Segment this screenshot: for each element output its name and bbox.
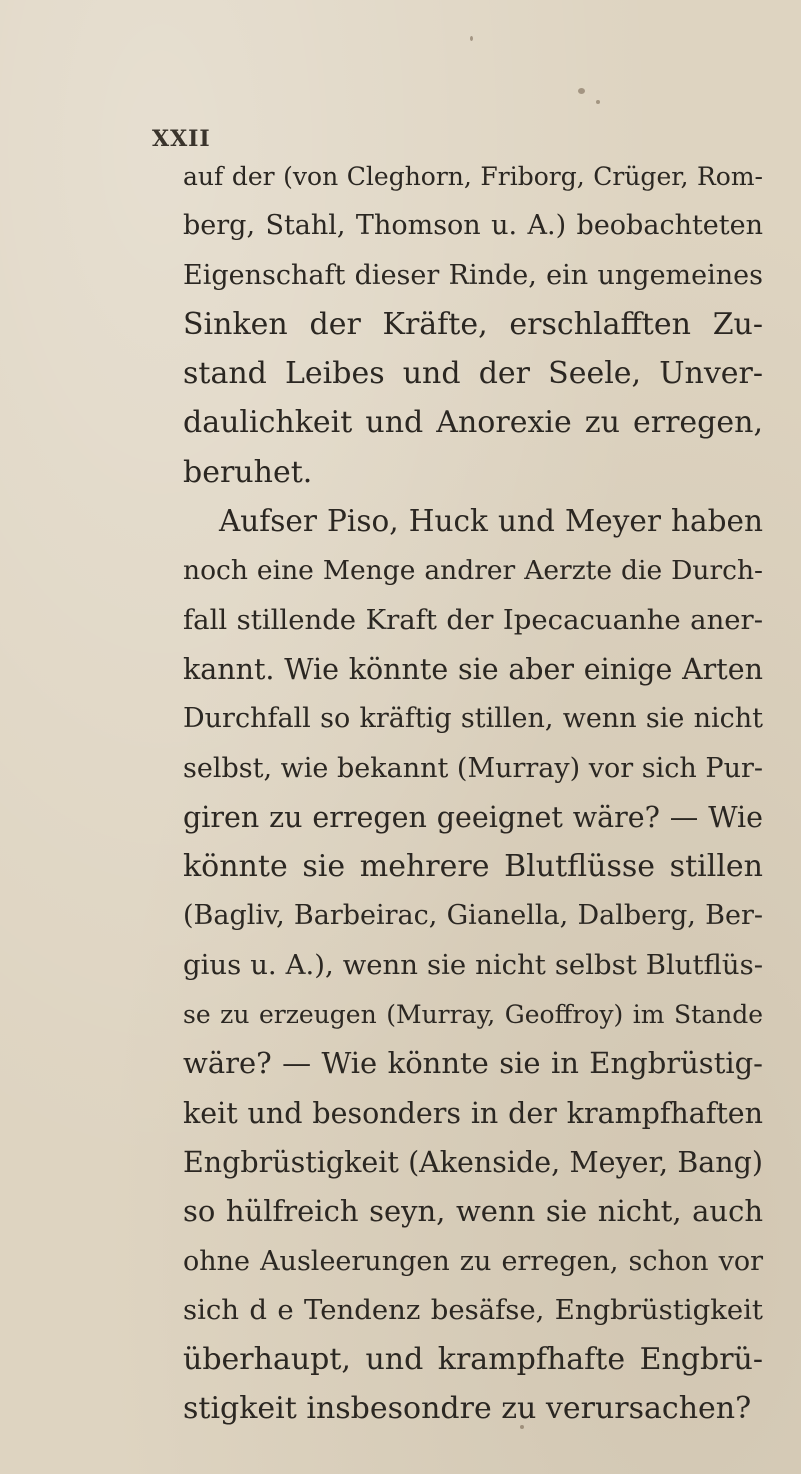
text-line: Engbrüstigkeit (Akenside, Meyer, Bang) (183, 1145, 763, 1179)
text-line: noch eine Menge andrer Aerzte die Durch- (183, 555, 763, 587)
body-text (183, 152, 763, 1434)
text-line: kannt. Wie könnte sie aber einige Arten (183, 652, 763, 686)
text-line: Eigenschaft dieser Rinde, ein ungemeines (183, 259, 763, 291)
page-number: XXII (152, 126, 211, 152)
text-line: überhaupt, und krampfhafte Engbrü- (183, 1342, 763, 1378)
text-line: gius u. A.), wenn sie nicht selbst Blutflüs- (183, 948, 763, 981)
text-line: giren zu erregen geeignet wäre? — Wie (183, 800, 763, 834)
text-line: Sinken der Kräfte, erschlafften Zu- (183, 306, 763, 342)
text-line: Aufser Piso, Huck und Meyer haben (219, 504, 763, 539)
text-line: beruhet. (183, 454, 313, 490)
text-line: berg, Stahl, Thomson u. A.) beobachteten (183, 210, 763, 242)
ink-spot (578, 88, 585, 94)
text-line: Durchfall so kräftig stillen, wenn sie nicht (183, 703, 763, 735)
ink-spot (596, 100, 600, 104)
text-line: daulichkeit und Anorexie zu erregen, (183, 405, 763, 441)
text-line: keit und besonders in der krampfhaften (183, 1096, 763, 1130)
text-line: stand Leibes und der Seele, Unver- (183, 356, 763, 392)
text-line: selbst, wie bekannt (Murray) vor sich Pur- (183, 752, 763, 784)
text-line: stigkeit insbesondre zu verursachen? (183, 1391, 752, 1427)
text-line: so hülfreich seyn, wenn sie nicht, auch (183, 1194, 763, 1229)
text-line: könnte sie mehrere Blutflüsse stillen (183, 849, 763, 885)
text-line: (Bagliv, Barbeirac, Gianella, Dalberg, Ber- (183, 900, 763, 932)
text-line: auf der (von Cleghorn, Friborg, Crüger, Rom- (183, 162, 763, 191)
text-line: ohne Ausleerungen zu erregen, schon vor (183, 1245, 763, 1277)
ink-spot (470, 36, 473, 41)
text-line: sich d e Tendenz besäfse, Engbrüstigkeit (183, 1293, 763, 1326)
text-line: wäre? — Wie könnte sie in Engbrüstig- (183, 1046, 763, 1081)
text-line: fall stillende Kraft der Ipecacuanhe aner- (183, 603, 763, 636)
text-line: se zu erzeugen (Murray, Geoffroy) im Stande (183, 1000, 763, 1030)
